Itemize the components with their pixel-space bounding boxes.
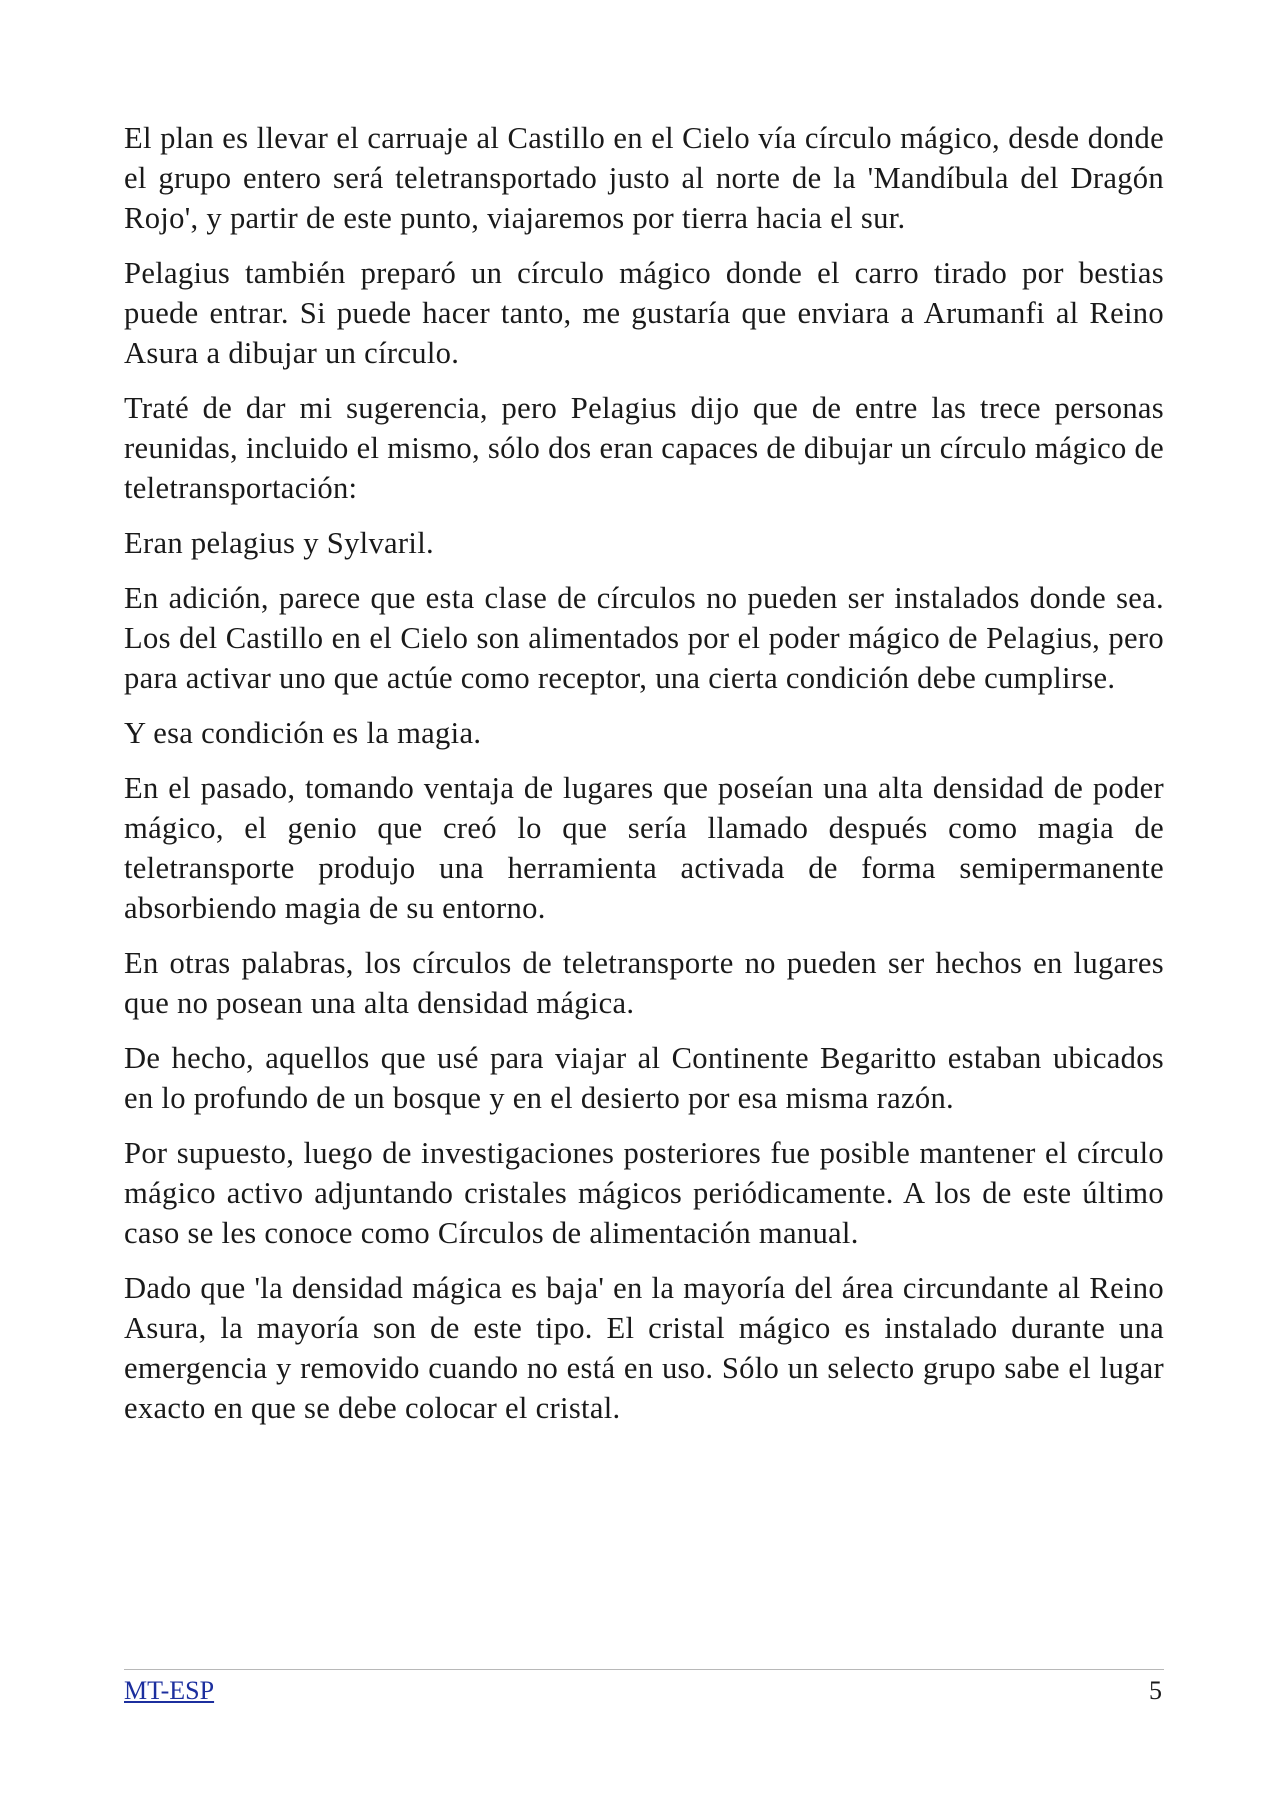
paragraph: Eran pelagius y Sylvaril. (124, 526, 434, 560)
footer-link[interactable]: MT-ESP (124, 1676, 215, 1705)
paragraph: Traté de dar mi sugerencia, pero Pelagius dijo que de entre las trece personas reunidas, incluido el mismo, sólo dos eran capaces de dibujar un círculo mágico de teletransportación: (124, 391, 1164, 505)
paragraph: En adición, parece que esta clase de círculos no pueden ser instalados donde sea. Los del Castillo en el Cielo son alimentados por el poder mágico de Pelagius, pero para activar uno que actúe como receptor, una cierta condición debe cumplirse. (124, 581, 1164, 695)
body-text (124, 118, 1164, 1443)
paragraph: Por supuesto, luego de investigaciones posteriores fue posible mantener el círculo mágico activo adjuntando cristales mágicos periódicamente. A los de este último caso se les conoce como Círculos de alimentación manual. (124, 1136, 1164, 1250)
paragraph: Dado que 'la densidad mágica es baja' en la mayoría del área circundante al Reino Asura, la mayoría son de este tipo. El cristal mágico es instalado durante una emergencia y removido cuando no está en uso. Sólo un selecto grupo sabe el lugar exacto en que se debe colocar el cristal. (124, 1271, 1164, 1425)
footer-divider (124, 1669, 1164, 1670)
paragraph: En el pasado, tomando ventaja de lugares que poseían una alta densidad de poder mágico, el genio que creó lo que sería llamado después como magia de teletransporte produjo una herramienta activada de forma semipermanente absorbiendo magia de su entorno. (124, 771, 1164, 925)
paragraph: En otras palabras, los círculos de teletransporte no pueden ser hechos en lugares que no posean una alta densidad mágica. (124, 946, 1164, 1020)
paragraph: Pelagius también preparó un círculo mágico donde el carro tirado por bestias puede entrar. Si puede hacer tanto, me gustaría que enviara a Arumanfi al Reino Asura a dibujar un círculo. (124, 256, 1164, 370)
page-footer (124, 1676, 1164, 1710)
paragraph: De hecho, aquellos que usé para viajar al Continente Begaritto estaban ubicados en lo profundo de un bosque y en el desierto por esa misma razón. (124, 1041, 1164, 1115)
paragraph: El plan es llevar el carruaje al Castillo en el Cielo vía círculo mágico, desde donde el grupo entero será teletransportado justo al norte de la 'Mandíbula del Dragón Rojo', y partir de este punto, viajaremos por tierra hacia el sur. (124, 121, 1164, 235)
page-number: 5 (1149, 1676, 1162, 1705)
paragraph: Y esa condición es la magia. (124, 716, 482, 750)
